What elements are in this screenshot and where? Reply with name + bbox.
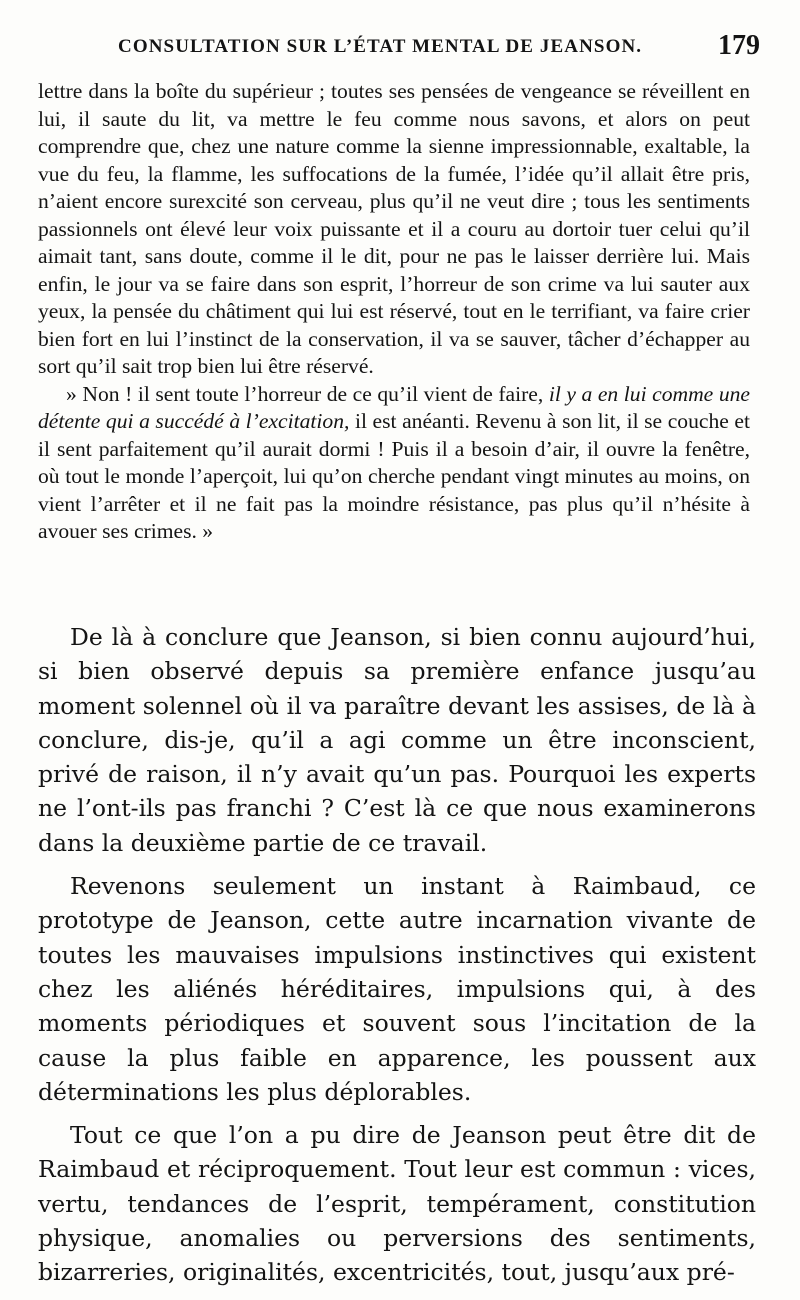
quote-text-end: il est anéanti. Revenu à son lit, il se couche et il sent parfaitement qu’il aurait dormi ! Puis il a besoin d’air, il ouvre la fenêtre, où tout le monde l’aperçoit, lui qu’on cherche pendant vingt minutes au moins, on vient l’arrêter et il ne fait pas la moindre résistance, pas plus qu’il n’hésite à avouer ses crimes. »	[38, 409, 750, 543]
body-paragraph: De là à conclure que Jeanson, si bien connu aujourd’hui, si bien observé depuis sa première enfance jusqu’au moment solennel où il va paraître devant les assises, de là à conclure, dis-je, qu’il a agi comme un être inconscient, privé de raison, il n’y avait qu’un pas. Pourquoi les experts ne l’ont-ils pas franchi ? C’est là ce que nous examinerons dans la deuxième partie de ce travail.	[38, 623, 756, 857]
quote-text-start: » Non ! il sent toute l’horreur de ce qu’il vient de faire,	[66, 381, 544, 406]
page-number: 179	[718, 30, 760, 61]
main-text	[38, 620, 756, 1290]
body-paragraph: Revenons seulement un instant à Raimbaud, ce prototype de Jeanson, cette autre incarnation vivante de toutes les mauvaises impulsions instinctives qui existent chez les aliénés héréditaires, impulsions qui, à des moments périodiques et souvent sous l’incitation de la cause la plus faible en apparence, les poussent aux déterminations les plus déplorables.	[38, 872, 756, 1106]
quote-paragraph-2	[38, 381, 750, 546]
quote-paragraph: lettre dans la boîte du supérieur ; toutes ses pensées de vengeance se réveillent en lui, il saute du lit, va mettre le feu comme nous savons, et alors on peut comprendre que, chez une nature comme la sienne impressionnable, exaltable, la vue du feu, la flamme, les suffocations de la fumée, l’idée qu’il allait être pris, n’aient encore surexcité son cerveau, plus qu’il ne veut dire ; tous les sentiments passionnels ont élevé leur voix puissante et il a couru au dortoir tuer celui qu’il aimait tant, sans doute, comme il le dit, pour ne pas le laisser derrière lui. Mais enfin, le jour va se faire dans son esprit, l’horreur de son crime va lui sauter aux yeux, la pensée du châtiment qui lui est réservé, tout en le terrifiant, va faire crier bien fort en lui l’instinct de la conservation, il va se sauver, tâcher d’échapper au sort qu’il sait trop bien lui être réservé.	[38, 79, 750, 378]
quote-italic-text: il y a en lui comme une détente qui a succédé à l’excitation,	[38, 381, 750, 433]
quoted-passage	[38, 78, 750, 546]
running-title: CONSULTATION SUR L’ÉTAT MENTAL DE JEANSON.	[118, 36, 643, 57]
page-header	[40, 30, 760, 64]
body-paragraph: Tout ce que l’on a pu dire de Jeanson peut être dit de Raimbaud et réciproquement. Tout leur est commun : vices, vertu, tendances de l’esprit, tempérament, constitution physique, anomalies ou perversions des sentiments, bizarreries, originalités, excentricités, tout, jusqu’aux pré-	[38, 1121, 756, 1287]
